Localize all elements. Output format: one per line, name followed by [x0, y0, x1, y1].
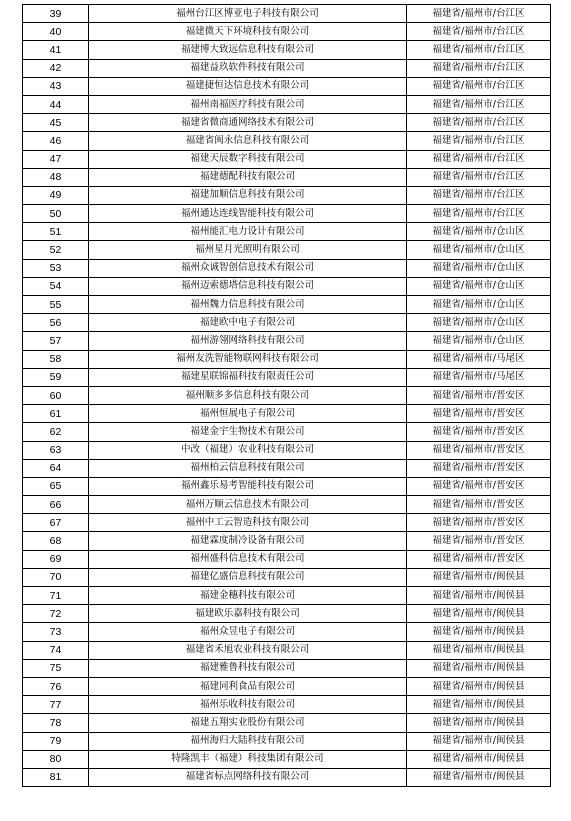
company-name-cell: 福建省标点网络科技有限公司: [89, 768, 407, 786]
row-number-cell: 71: [23, 587, 89, 605]
company-name-cell: 福建雅鲁科技有限公司: [89, 659, 407, 677]
table-row: [23, 241, 551, 259]
region-cell: 福建省/福州市/闽侯县: [407, 714, 551, 732]
table-row: [23, 168, 551, 186]
table-row: [23, 696, 551, 714]
company-name-cell: 福州魏力信息科技有限公司: [89, 296, 407, 314]
company-name-cell: 福州台江区博亚电子科技有限公司: [89, 5, 407, 23]
row-number-cell: 48: [23, 168, 89, 186]
region-cell: 福建省/福州市/台江区: [407, 5, 551, 23]
row-number-cell: 42: [23, 59, 89, 77]
company-name-cell: 福建微天下环境科技有限公司: [89, 23, 407, 41]
company-name-cell: 福州万顺云信息技术有限公司: [89, 496, 407, 514]
region-cell: 福建省/福州市/台江区: [407, 132, 551, 150]
company-name-cell: 福州众诚智创信息技术有限公司: [89, 259, 407, 277]
company-name-cell: 福建加顺信息科技有限公司: [89, 186, 407, 204]
table-row: [23, 732, 551, 750]
row-number-cell: 80: [23, 750, 89, 768]
region-cell: 福建省/福州市/晋安区: [407, 441, 551, 459]
row-number-cell: 54: [23, 277, 89, 295]
region-cell: 福建省/福州市/仓山区: [407, 277, 551, 295]
row-number-cell: 60: [23, 386, 89, 404]
row-number-cell: 74: [23, 641, 89, 659]
region-cell: 福建省/福州市/台江区: [407, 205, 551, 223]
table-row: [23, 659, 551, 677]
row-number-cell: 67: [23, 514, 89, 532]
table-row: [23, 459, 551, 477]
row-number-cell: 45: [23, 114, 89, 132]
table-row: [23, 223, 551, 241]
table-row: [23, 514, 551, 532]
table-row: [23, 59, 551, 77]
region-cell: 福建省/福州市/闽侯县: [407, 587, 551, 605]
region-cell: 福建省/福州市/闽侯县: [407, 750, 551, 768]
company-name-cell: 福州恒展电子有限公司: [89, 405, 407, 423]
company-name-cell: 福建省微商通网络技术有限公司: [89, 114, 407, 132]
region-cell: 福建省/福州市/晋安区: [407, 459, 551, 477]
row-number-cell: 39: [23, 5, 89, 23]
row-number-cell: 72: [23, 605, 89, 623]
region-cell: 福建省/福州市/闽侯县: [407, 623, 551, 641]
region-cell: 福建省/福州市/台江区: [407, 186, 551, 204]
company-name-cell: 福州众昱电子有限公司: [89, 623, 407, 641]
company-name-cell: 福州乐收科技有限公司: [89, 696, 407, 714]
row-number-cell: 73: [23, 623, 89, 641]
row-number-cell: 43: [23, 77, 89, 95]
row-number-cell: 56: [23, 314, 89, 332]
region-cell: 福建省/福州市/晋安区: [407, 496, 551, 514]
region-cell: 福建省/福州市/闽侯县: [407, 568, 551, 586]
table-row: [23, 150, 551, 168]
row-number-cell: 77: [23, 696, 89, 714]
table-row: [23, 496, 551, 514]
region-cell: 福建省/福州市/仓山区: [407, 296, 551, 314]
table-row: [23, 350, 551, 368]
region-cell: 福建省/福州市/台江区: [407, 168, 551, 186]
region-cell: 福建省/福州市/仓山区: [407, 259, 551, 277]
region-cell: 福建省/福州市/马尾区: [407, 368, 551, 386]
table-row: [23, 5, 551, 23]
region-cell: 福建省/福州市/台江区: [407, 114, 551, 132]
company-name-cell: 福州能汇电力设计有限公司: [89, 223, 407, 241]
region-cell: 福建省/福州市/闽侯县: [407, 696, 551, 714]
company-name-cell: 福建霖度制冷设备有限公司: [89, 532, 407, 550]
table-row: [23, 41, 551, 59]
company-name-cell: 福州游翎网络科技有限公司: [89, 332, 407, 350]
table-row: [23, 714, 551, 732]
row-number-cell: 79: [23, 732, 89, 750]
table-row: [23, 605, 551, 623]
company-name-cell: 福州中工云智造科技有限公司: [89, 514, 407, 532]
company-name-cell: 福州迈索德塔信息科技有限公司: [89, 277, 407, 295]
region-cell: 福建省/福州市/仓山区: [407, 314, 551, 332]
company-name-cell: 特隆凯丰（福建）科技集团有限公司: [89, 750, 407, 768]
region-cell: 福建省/福州市/晋安区: [407, 550, 551, 568]
row-number-cell: 52: [23, 241, 89, 259]
row-number-cell: 69: [23, 550, 89, 568]
region-cell: 福建省/福州市/仓山区: [407, 332, 551, 350]
table-row: [23, 386, 551, 404]
region-cell: 福建省/福州市/晋安区: [407, 532, 551, 550]
row-number-cell: 70: [23, 568, 89, 586]
table-row: [23, 132, 551, 150]
company-name-cell: 福建博大致远信息科技有限公司: [89, 41, 407, 59]
row-number-cell: 58: [23, 350, 89, 368]
company-name-cell: 福建金穗科技有限公司: [89, 587, 407, 605]
region-cell: 福建省/福州市/台江区: [407, 23, 551, 41]
company-name-cell: 福建同利食品有限公司: [89, 677, 407, 695]
row-number-cell: 46: [23, 132, 89, 150]
row-number-cell: 62: [23, 423, 89, 441]
row-number-cell: 68: [23, 532, 89, 550]
row-number-cell: 55: [23, 296, 89, 314]
region-cell: 福建省/福州市/闽侯县: [407, 768, 551, 786]
company-name-cell: 福建捷恒达信息技术有限公司: [89, 77, 407, 95]
row-number-cell: 51: [23, 223, 89, 241]
region-cell: 福建省/福州市/晋安区: [407, 477, 551, 495]
row-number-cell: 61: [23, 405, 89, 423]
table-row: [23, 186, 551, 204]
company-name-cell: 福建亿盛信息科技有限公司: [89, 568, 407, 586]
company-name-cell: 福州海归大陆科技有限公司: [89, 732, 407, 750]
table-row: [23, 314, 551, 332]
company-name-cell: 福建星联锦福科技有限责任公司: [89, 368, 407, 386]
region-cell: 福建省/福州市/闽侯县: [407, 677, 551, 695]
row-number-cell: 59: [23, 368, 89, 386]
company-name-cell: 福州顺多多信息科技有限公司: [89, 386, 407, 404]
table-row: [23, 441, 551, 459]
row-number-cell: 44: [23, 95, 89, 113]
company-list-sheet: [22, 4, 550, 787]
table-row: [23, 623, 551, 641]
region-cell: 福建省/福州市/晋安区: [407, 405, 551, 423]
company-name-cell: 福建欧乐嘉科技有限公司: [89, 605, 407, 623]
table-row: [23, 477, 551, 495]
row-number-cell: 81: [23, 768, 89, 786]
row-number-cell: 57: [23, 332, 89, 350]
row-number-cell: 75: [23, 659, 89, 677]
table-row: [23, 532, 551, 550]
company-name-cell: 福建省闽永信息科技有限公司: [89, 132, 407, 150]
row-number-cell: 64: [23, 459, 89, 477]
table-row: [23, 768, 551, 786]
region-cell: 福建省/福州市/晋安区: [407, 514, 551, 532]
table-row: [23, 114, 551, 132]
table-row: [23, 332, 551, 350]
region-cell: 福建省/福州市/闽侯县: [407, 641, 551, 659]
company-name-cell: 福建金宇生物技术有限公司: [89, 423, 407, 441]
table-row: [23, 368, 551, 386]
table-row: [23, 550, 551, 568]
row-number-cell: 47: [23, 150, 89, 168]
table-row: [23, 95, 551, 113]
row-number-cell: 50: [23, 205, 89, 223]
row-number-cell: 41: [23, 41, 89, 59]
region-cell: 福建省/福州市/台江区: [407, 95, 551, 113]
company-name-cell: 福州南福医疗科技有限公司: [89, 95, 407, 113]
region-cell: 福建省/福州市/台江区: [407, 59, 551, 77]
region-cell: 福建省/福州市/闽侯县: [407, 605, 551, 623]
company-name-cell: 福州柏云信息科技有限公司: [89, 459, 407, 477]
company-name-cell: 福建省禾旭农业科技有限公司: [89, 641, 407, 659]
region-cell: 福建省/福州市/闽侯县: [407, 659, 551, 677]
company-name-cell: 福州通达连线智能科技有限公司: [89, 205, 407, 223]
region-cell: 福建省/福州市/马尾区: [407, 350, 551, 368]
table-row: [23, 423, 551, 441]
company-name-cell: 福建益玖软件科技有限公司: [89, 59, 407, 77]
table-row: [23, 277, 551, 295]
table-row: [23, 77, 551, 95]
table-row: [23, 677, 551, 695]
company-name-cell: 福州鑫乐易考智能科技有限公司: [89, 477, 407, 495]
company-table-body: [23, 5, 551, 787]
table-row: [23, 23, 551, 41]
table-row: [23, 641, 551, 659]
region-cell: 福建省/福州市/晋安区: [407, 386, 551, 404]
region-cell: 福建省/福州市/闽侯县: [407, 732, 551, 750]
table-row: [23, 296, 551, 314]
row-number-cell: 53: [23, 259, 89, 277]
table-row: [23, 587, 551, 605]
company-name-cell: 福建欧中电子有限公司: [89, 314, 407, 332]
table-row: [23, 205, 551, 223]
region-cell: 福建省/福州市/仓山区: [407, 241, 551, 259]
company-name-cell: 福建德配科技有限公司: [89, 168, 407, 186]
region-cell: 福建省/福州市/晋安区: [407, 423, 551, 441]
company-name-cell: 福州友洗智能物联网科技有限公司: [89, 350, 407, 368]
row-number-cell: 40: [23, 23, 89, 41]
table-row: [23, 405, 551, 423]
company-name-cell: 福建五翔实业股份有限公司: [89, 714, 407, 732]
table-row: [23, 568, 551, 586]
company-name-cell: 福州星月光照明有限公司: [89, 241, 407, 259]
row-number-cell: 65: [23, 477, 89, 495]
region-cell: 福建省/福州市/台江区: [407, 41, 551, 59]
row-number-cell: 63: [23, 441, 89, 459]
table-row: [23, 750, 551, 768]
table-row: [23, 259, 551, 277]
company-table: [22, 4, 551, 787]
row-number-cell: 78: [23, 714, 89, 732]
company-name-cell: 中改（福建）农业科技有限公司: [89, 441, 407, 459]
row-number-cell: 66: [23, 496, 89, 514]
region-cell: 福建省/福州市/仓山区: [407, 223, 551, 241]
company-name-cell: 福建天辰数字科技有限公司: [89, 150, 407, 168]
row-number-cell: 49: [23, 186, 89, 204]
region-cell: 福建省/福州市/台江区: [407, 150, 551, 168]
row-number-cell: 76: [23, 677, 89, 695]
company-name-cell: 福州盛科信息技术有限公司: [89, 550, 407, 568]
region-cell: 福建省/福州市/台江区: [407, 77, 551, 95]
